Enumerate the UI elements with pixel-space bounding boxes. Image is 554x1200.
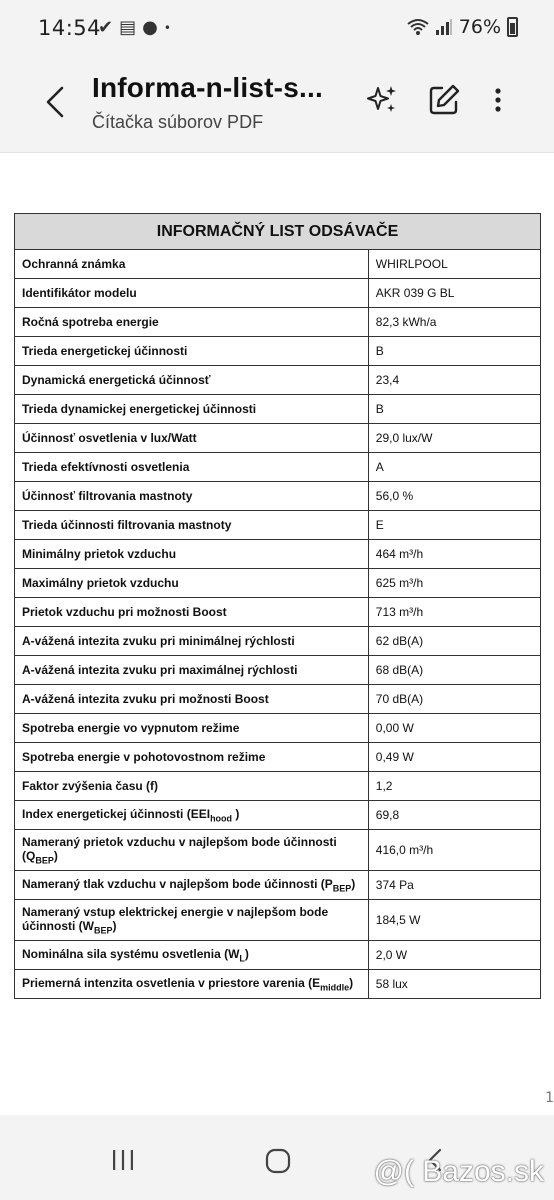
navigation-bar xyxy=(0,1115,554,1200)
wifi-icon xyxy=(407,18,429,36)
table-row xyxy=(15,540,541,569)
battery-percent: 76% xyxy=(458,16,501,38)
table-row xyxy=(15,656,541,685)
row-value: 70 dB(A) xyxy=(368,685,540,714)
row-value: E xyxy=(368,511,540,540)
home-icon[interactable] xyxy=(264,1147,292,1175)
notification-icons xyxy=(98,17,171,39)
table-row xyxy=(15,627,541,656)
row-value: 0,00 W xyxy=(368,714,540,743)
table-row xyxy=(15,685,541,714)
row-value: 82,3 kWh/a xyxy=(368,308,540,337)
table-row xyxy=(15,250,541,279)
table-row xyxy=(15,941,541,970)
battery-icon xyxy=(507,17,518,37)
row-value: 29,0 lux/W xyxy=(368,424,540,453)
news-icon: ▤ xyxy=(119,17,137,38)
row-value: 56,0 % xyxy=(368,482,540,511)
row-label: Minimálny prietok vzduchu xyxy=(15,540,369,569)
row-value: 374 Pa xyxy=(368,871,540,900)
row-label: A-vážená intezita zvuku pri maximálnej rýchlosti xyxy=(15,656,369,685)
table-row xyxy=(15,970,541,999)
table-row xyxy=(15,569,541,598)
row-label: Prietok vzduchu pri možnosti Boost xyxy=(15,598,369,627)
row-label: Trieda efektívnosti osvetlenia xyxy=(15,453,369,482)
row-value: 184,5 W xyxy=(368,900,540,941)
table-row xyxy=(15,900,541,941)
sparkles-icon[interactable] xyxy=(364,82,400,118)
table-row xyxy=(15,453,541,482)
row-label: Nameraný tlak vzduchu v najlepšom bode účinnosti $(P_{BEP})$ xyxy=(15,871,369,900)
chat-icon: ● xyxy=(142,17,158,38)
recents-icon[interactable] xyxy=(110,1147,136,1173)
row-value: 68 dB(A) xyxy=(368,656,540,685)
row-value: 69,8 xyxy=(368,801,540,830)
table-row xyxy=(15,714,541,743)
row-label: Trieda energetickej účinnosti xyxy=(15,337,369,366)
table-row xyxy=(15,830,541,871)
table-row xyxy=(15,801,541,830)
row-value: 416,0 m³/h xyxy=(368,830,540,871)
row-label: A-vážená intezita zvuku pri minimálnej rýchlosti xyxy=(15,627,369,656)
table-row xyxy=(15,871,541,900)
table-row xyxy=(15,772,541,801)
more-vert-icon[interactable] xyxy=(480,82,516,118)
row-label: Účinnosť filtrovania mastnoty xyxy=(15,482,369,511)
row-label: Index energetickej účinnosti ($EEI_{hood}$ ) xyxy=(15,801,369,830)
table-row xyxy=(15,598,541,627)
row-label: Priemerná intenzita osvetlenia v priestore varenia $(E_{middle})$ xyxy=(15,970,369,999)
row-label: Spotreba energie v pohotovostnom režime xyxy=(15,743,369,772)
table-row xyxy=(15,308,541,337)
table-row xyxy=(15,482,541,511)
system-status xyxy=(407,16,518,38)
dot-icon: • xyxy=(163,21,171,35)
row-label: Nameraný prietok vzduchu v najlepšom bode účinnosti $(Q_{BEP})$ xyxy=(15,830,369,871)
table-row xyxy=(15,366,541,395)
row-label: Účinnosť osvetlenia v lux/Watt xyxy=(15,424,369,453)
info-sheet-table xyxy=(14,213,541,999)
row-value: WHIRLPOOL xyxy=(368,250,540,279)
row-label: Trieda dynamickej energetickej účinnosti xyxy=(15,395,369,424)
row-value: 713 m³/h xyxy=(368,598,540,627)
row-value: 625 m³/h xyxy=(368,569,540,598)
row-label: A-vážená intezita zvuku pri možnosti Boost xyxy=(15,685,369,714)
bazos-watermark: @( Bazos.sk xyxy=(373,1155,544,1188)
row-value: AKR 039 G BL xyxy=(368,279,540,308)
app-subtitle: Čítačka súborov PDF xyxy=(92,112,264,132)
status-bar xyxy=(0,0,554,58)
row-label: Nameraný vstup elektrickej energie v najlepšom bode účinnosti $(W_{BEP})$ xyxy=(15,900,369,941)
page-edge-text: 1 xyxy=(545,1090,554,1106)
row-value: A xyxy=(368,453,540,482)
row-value: 0,49 W xyxy=(368,743,540,772)
row-label: Dynamická energetická účinnosť xyxy=(15,366,369,395)
table-row xyxy=(15,424,541,453)
row-label: Nominálna sila systému osvetlenia $(W_L)$ xyxy=(15,941,369,970)
table-row xyxy=(15,337,541,366)
row-label: Ročná spotreba energie xyxy=(15,308,369,337)
row-value: B xyxy=(368,395,540,424)
row-value: 1,2 xyxy=(368,772,540,801)
check-icon: ✔ xyxy=(98,17,114,38)
row-value: 62 dB(A) xyxy=(368,627,540,656)
row-label: Faktor zvýšenia času (f) xyxy=(15,772,369,801)
table-row xyxy=(15,279,541,308)
row-label: Trieda účinnosti filtrovania mastnoty xyxy=(15,511,369,540)
table-row xyxy=(15,395,541,424)
signal-icon xyxy=(435,18,453,36)
row-value: B xyxy=(368,337,540,366)
row-value: 2,0 W xyxy=(368,941,540,970)
row-label: Spotreba energie vo vypnutom režime xyxy=(15,714,369,743)
app-bar xyxy=(0,58,554,152)
row-label: Ochranná známka xyxy=(15,250,369,279)
back-arrow-icon[interactable] xyxy=(38,82,78,122)
row-value: 58 lux xyxy=(368,970,540,999)
row-value: 464 m³/h xyxy=(368,540,540,569)
edit-icon[interactable] xyxy=(426,82,462,118)
row-value: 23,4 xyxy=(368,366,540,395)
table-row xyxy=(15,511,541,540)
row-label: Maximálny prietok vzduchu xyxy=(15,569,369,598)
document-title: Informa-n-list-s... xyxy=(92,72,323,103)
status-time: 14:54 xyxy=(38,16,102,40)
pdf-page[interactable] xyxy=(0,152,554,1116)
table-heading: INFORMAČNÝ LIST ODSÁVAČE xyxy=(15,214,541,250)
row-label: Identifikátor modelu xyxy=(15,279,369,308)
table-row xyxy=(15,743,541,772)
